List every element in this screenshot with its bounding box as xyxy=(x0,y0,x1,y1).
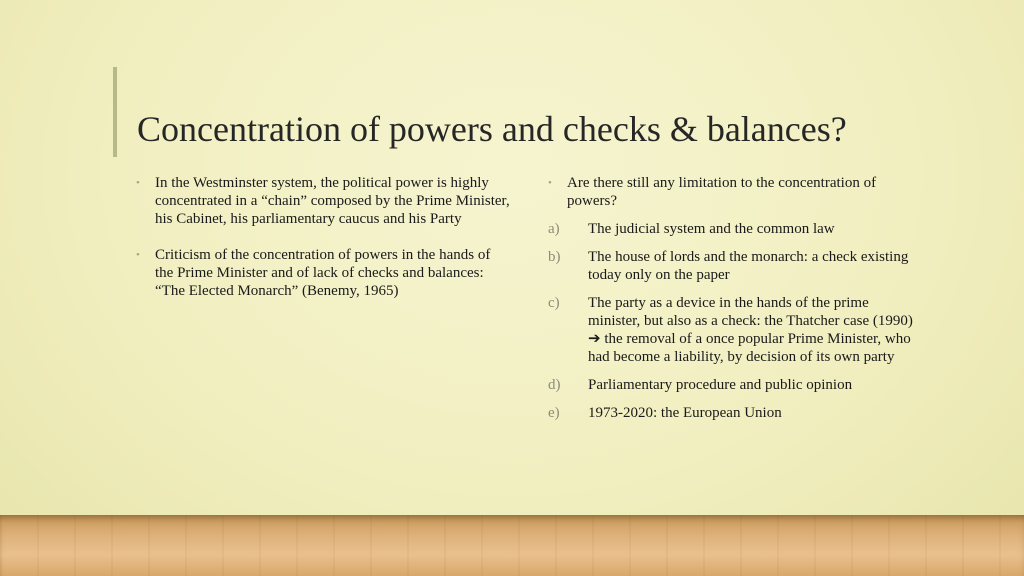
bullet-icon: • xyxy=(136,177,140,189)
bullet-icon: • xyxy=(548,177,552,189)
right-column xyxy=(548,174,918,432)
bullet-icon: • xyxy=(136,249,140,261)
list-marker: d) xyxy=(548,377,561,393)
list-item xyxy=(548,220,918,238)
bullet-text: Criticism of the concentration of powers in the hands of the Prime Minister and of lack of checks and balances: “The Elected Monarch” (Benemy, 1965) xyxy=(155,247,491,299)
list-marker: b) xyxy=(548,249,561,265)
bullet-text: In the Westminster system, the political power is highly concentrated in a “chain” composed by the Prime Minister, his Cabinet, his parliamentary caucus and his Party xyxy=(155,175,510,227)
list-item xyxy=(548,294,918,366)
list-item xyxy=(548,404,918,422)
list-item xyxy=(548,248,918,284)
list-item-text: The party as a device in the hands of the prime minister, but also as a check: the Thatcher case (1990) ➔ the removal of a once popular Prime Minister, who had become a liability, by decision of its own party xyxy=(588,295,913,365)
bullet-item xyxy=(136,174,512,228)
bullet-item xyxy=(548,174,918,210)
bullet-text: Are there still any limitation to the concentration of powers? xyxy=(567,175,877,209)
list-item-text: The house of lords and the monarch: a check existing today only on the paper xyxy=(588,249,909,283)
list-marker: e) xyxy=(548,405,560,421)
list-marker: a) xyxy=(548,221,560,237)
list-item-text: The judicial system and the common law xyxy=(588,221,835,237)
wood-floor-decoration xyxy=(0,515,1024,576)
bullet-item xyxy=(136,246,512,300)
list-marker: c) xyxy=(548,295,560,311)
list-item-text: 1973-2020: the European Union xyxy=(588,405,782,421)
title-accent-bar xyxy=(113,67,117,157)
list-item xyxy=(548,376,918,394)
left-column xyxy=(136,174,512,310)
slide-title: Concentration of powers and checks & balances? xyxy=(137,109,847,149)
list-item-text: Parliamentary procedure and public opinion xyxy=(588,377,853,393)
